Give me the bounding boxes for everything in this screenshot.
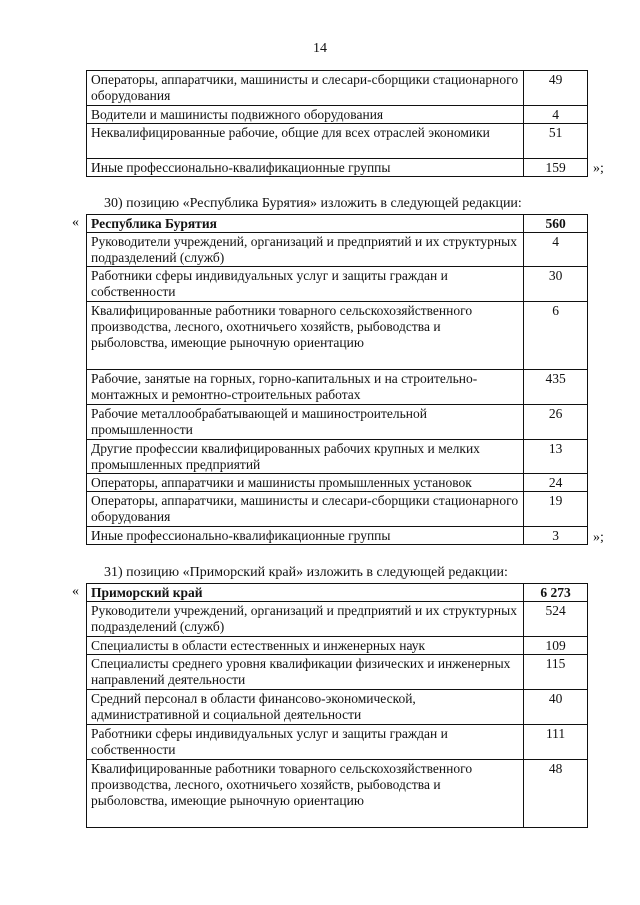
table-row <box>87 440 588 474</box>
table-header-row <box>87 215 588 233</box>
table-row <box>87 655 588 690</box>
row-name: Рабочие металлообрабатывающей и машиностроительной промышленности <box>87 405 524 440</box>
row-name: Иные профессионально-квалификационные группы <box>87 527 524 545</box>
row-value: 30 <box>524 267 588 302</box>
page-number: 14 <box>313 41 327 56</box>
row-value: 51 <box>524 124 588 159</box>
row-name: Рабочие, занятые на горных, горно-капитальных и на строительно-монтажных и ремонтно-строительных работах <box>87 370 524 405</box>
table-row <box>87 527 588 545</box>
table-row <box>87 233 588 267</box>
row-value: 4 <box>524 233 588 267</box>
row-value: 24 <box>524 474 588 492</box>
row-value: 26 <box>524 405 588 440</box>
table-continuation <box>86 70 588 177</box>
table-row <box>87 725 588 760</box>
opening-quote: « <box>72 215 79 230</box>
table-row <box>87 71 588 106</box>
row-name: Работники сферы индивидуальных услуг и защиты граждан и собственности <box>87 725 524 760</box>
row-value: 48 <box>524 760 588 828</box>
row-name: Другие профессии квалифицированных рабочих крупных и мелких промышленных предприятий <box>87 440 524 474</box>
row-value: 3 <box>524 527 588 545</box>
row-value: 40 <box>524 690 588 725</box>
row-value: 109 <box>524 637 588 655</box>
row-name: Руководители учреждений, организаций и предприятий и их структурных подразделений (служб) <box>87 602 524 637</box>
row-value: 159 <box>524 159 588 177</box>
table-row <box>87 124 588 159</box>
table-row <box>87 302 588 370</box>
section-heading-31: 31) позицию «Приморский край» изложить в следующей редакции: <box>104 565 508 580</box>
closing-quote: »; <box>593 530 604 545</box>
row-name: Операторы, аппаратчики, машинисты и слесари-сборщики стационарного оборудования <box>87 71 524 106</box>
row-name: Водители и машинисты подвижного оборудования <box>87 106 524 124</box>
row-name: Средний персонал в области финансово-экономической, административной и социальной деятельности <box>87 690 524 725</box>
region-name: Республика Бурятия <box>87 215 524 233</box>
row-name: Работники сферы индивидуальных услуг и защиты граждан и собственности <box>87 267 524 302</box>
row-name: Специалисты в области естественных и инженерных наук <box>87 637 524 655</box>
row-name: Неквалифицированные рабочие, общие для всех отраслей экономики <box>87 124 524 159</box>
table-header-row <box>87 584 588 602</box>
row-value: 115 <box>524 655 588 690</box>
row-name: Квалифицированные работники товарного сельскохозяйственного производства, лесного, охотничьего хозяйств, рыбоводства и рыболовства, имеющие рыночную ориентацию <box>87 760 524 828</box>
row-name: Операторы, аппаратчики и машинисты промышленных установок <box>87 474 524 492</box>
row-value: 19 <box>524 492 588 527</box>
row-value: 4 <box>524 106 588 124</box>
closing-quote: »; <box>593 161 604 176</box>
row-name: Специалисты среднего уровня квалификации физических и инженерных направлений деятельности <box>87 655 524 690</box>
row-value: 13 <box>524 440 588 474</box>
table-row <box>87 602 588 637</box>
table-row <box>87 760 588 828</box>
table-row <box>87 370 588 405</box>
row-name: Иные профессионально-квалификационные группы <box>87 159 524 177</box>
row-value: 49 <box>524 71 588 106</box>
table-row <box>87 492 588 527</box>
table-row <box>87 106 588 124</box>
row-name: Квалифицированные работники товарного сельскохозяйственного производства, лесного, охотничьего хозяйств, рыбоводства и рыболовства, имеющие рыночную ориентацию <box>87 302 524 370</box>
region-total: 6 273 <box>524 584 588 602</box>
table-row <box>87 690 588 725</box>
table-primorsky <box>86 583 588 828</box>
row-name: Руководители учреждений, организаций и предприятий и их структурных подразделений (служб) <box>87 233 524 267</box>
row-name: Операторы, аппаратчики, машинисты и слесари-сборщики стационарного оборудования <box>87 492 524 527</box>
table-buryatia <box>86 214 588 545</box>
table-row <box>87 637 588 655</box>
row-value: 524 <box>524 602 588 637</box>
table-row <box>87 405 588 440</box>
table-row <box>87 159 588 177</box>
row-value: 435 <box>524 370 588 405</box>
row-value: 111 <box>524 725 588 760</box>
section-heading-30: 30) позицию «Республика Бурятия» изложить в следующей редакции: <box>104 196 522 211</box>
region-name: Приморский край <box>87 584 524 602</box>
region-total: 560 <box>524 215 588 233</box>
table-row <box>87 267 588 302</box>
row-value: 6 <box>524 302 588 370</box>
opening-quote: « <box>72 584 79 599</box>
table-row <box>87 474 588 492</box>
